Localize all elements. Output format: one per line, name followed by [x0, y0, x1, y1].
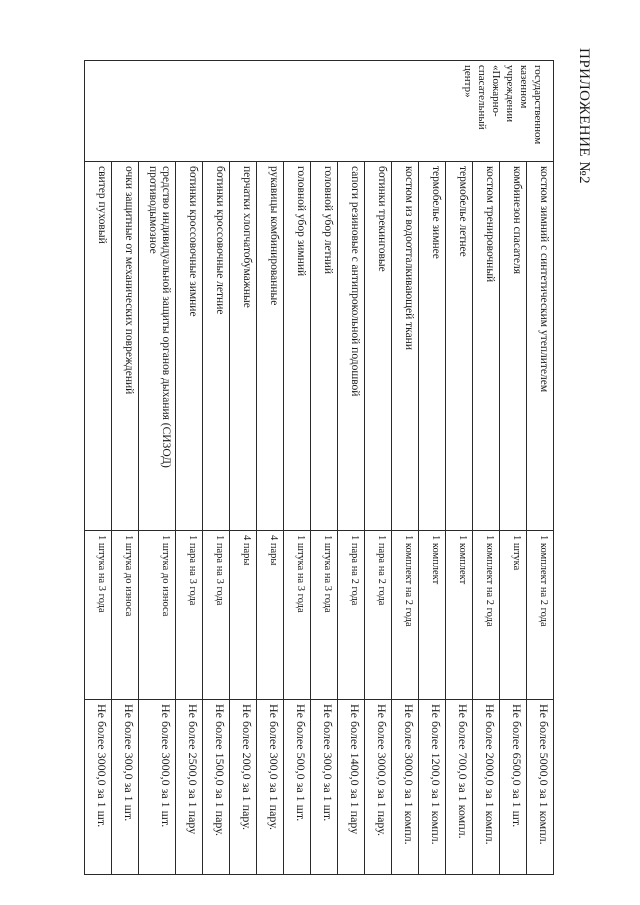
limit-cell: Не более 3000,0 за 1 шт. [139, 700, 176, 875]
limit-cell: Не более 700,0 за 1 компл. [446, 700, 473, 875]
period-cell: 1 комплект [446, 531, 473, 700]
equipment-table [84, 60, 554, 875]
item-cell: костюм зимний с синтетическим утеплителем [527, 162, 554, 531]
limit-cell: Не более 500,0 за 1 шт. [284, 700, 311, 875]
period-cell: 1 комплект на 2 года [527, 531, 554, 700]
item-cell: средство индивидуальной защиты органов дыхания (СИЗОД) противодымозное [139, 162, 176, 531]
institution-line: учреждении «Пожарно- [490, 65, 516, 123]
limit-cell: Не более 3000,0 за 1 пару. [365, 700, 392, 875]
item-cell: рукавицы комбинированные [257, 162, 284, 531]
period-cell: 4 пары [230, 531, 257, 700]
item-cell: очки защитные от механических повреждений [112, 162, 139, 531]
limit-cell: Не более 1400,0 за 1 пару [338, 700, 365, 875]
table-row [203, 61, 230, 875]
period-cell: 1 пара на 2 года [365, 531, 392, 700]
item-cell: головной убор зимний [284, 162, 311, 531]
table-row [176, 61, 203, 875]
item-cell: ботинки трекинговые [365, 162, 392, 531]
limit-cell: Не более 1200,0 за 1 компл. [419, 700, 446, 875]
appendix-title: ПРИЛОЖЕНИЕ №2 [576, 48, 592, 185]
period-cell: 1 штука до износа [139, 531, 176, 700]
table-row [365, 61, 392, 875]
item-cell: сапоги резиновые с антипрокольной подошвой [338, 162, 365, 531]
table-row [311, 61, 338, 875]
limit-cell: Не более 6500,0 за 1 шт. [500, 700, 527, 875]
table-row [473, 61, 500, 875]
item-cell: термобелье зимнее [419, 162, 446, 531]
institution-line: государственном казенном [518, 65, 544, 145]
table-row [230, 61, 257, 875]
table-row [139, 61, 176, 875]
item-cell: головной убор летний [311, 162, 338, 531]
limit-cell: Не более 2000,0 за 1 компл. [473, 700, 500, 875]
period-cell: 1 штука на 3 года [311, 531, 338, 700]
limit-cell: Не более 5000,0 за 1 компл. [527, 700, 554, 875]
table-row [338, 61, 365, 875]
limit-cell: Не более 1500,0 за 1 пару. [203, 700, 230, 875]
period-cell: 1 пара на 3 года [203, 531, 230, 700]
table-row [500, 61, 527, 875]
limit-cell: Не более 300,0 за 1 шт. [311, 700, 338, 875]
period-cell: 1 штука на 3 года [284, 531, 311, 700]
limit-cell: Не более 300,0 за 1 пару. [257, 700, 284, 875]
limit-cell: Не более 200,0 за 1 пару. [230, 700, 257, 875]
period-cell: 1 комплект [419, 531, 446, 700]
item-cell: ботинки кроссовочные летние [203, 162, 230, 531]
table-row [257, 61, 284, 875]
item-cell: костюм из водоотталкивающей ткани [392, 162, 419, 531]
period-cell: 1 пара на 2 года [338, 531, 365, 700]
item-cell: свитер пуховый [85, 162, 112, 531]
limit-cell: Не более 3000,0 за 1 шт. [85, 700, 112, 875]
period-cell: 1 комплект на 2 года [392, 531, 419, 700]
period-cell: 1 штука до износа [112, 531, 139, 700]
table-row [419, 61, 446, 875]
item-cell: перчатки хлопчатобумажные [230, 162, 257, 531]
institution-line: спасательный центр» [462, 65, 488, 130]
period-cell: 1 комплект на 2 года [473, 531, 500, 700]
table-row [112, 61, 139, 875]
table-row [284, 61, 311, 875]
table-row [446, 61, 473, 875]
item-cell: термобелье летнее [446, 162, 473, 531]
limit-cell: Не более 3000,0 за 1 компл. [392, 700, 419, 875]
table-row [85, 61, 112, 875]
limit-cell: Не более 2500,0 за 1 пару [176, 700, 203, 875]
item-cell: комбинезон спасателя [500, 162, 527, 531]
item-cell: ботинки кроссовочные зимние [176, 162, 203, 531]
table-row [392, 61, 419, 875]
institution-cell [85, 61, 554, 162]
table-row [527, 61, 554, 875]
period-cell: 4 пары [257, 531, 284, 700]
period-cell: 1 пара на 3 года [176, 531, 203, 700]
period-cell: 1 штука на 3 года [85, 531, 112, 700]
period-cell: 1 штука [500, 531, 527, 700]
item-cell: костюм тренировочный [473, 162, 500, 531]
limit-cell: Не более 300,0 за 1 шт. [112, 700, 139, 875]
